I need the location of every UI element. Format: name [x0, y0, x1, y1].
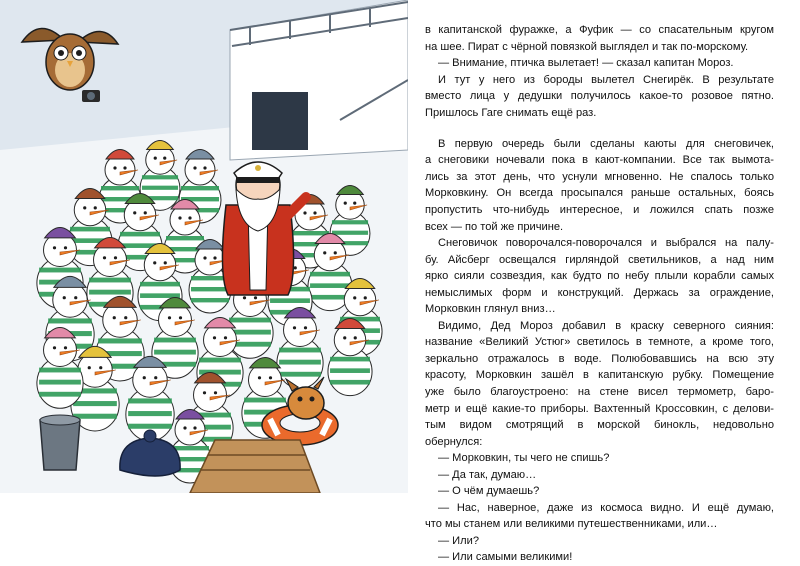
text-line: И тут у него из бороды вылетел Снегирёк. В результате: [438, 73, 774, 86]
text-page: [425, 22, 774, 566]
text-line: — О чём думаешь?: [438, 485, 540, 498]
dialogue-3: [425, 483, 774, 500]
metal-bucket: [40, 415, 80, 470]
dialogue-6: [425, 549, 774, 566]
text-line: Морковкину. Он всегда просыпался раньше остальных, боясь: [425, 187, 774, 200]
paragraph-5: [425, 235, 774, 318]
dialogue-5: [425, 533, 774, 550]
dialogue-4: [425, 500, 774, 533]
text-line: Видимо, Дед Мороз добавил в краску северного сияния:: [438, 319, 774, 332]
snowmen-illustration: [0, 0, 408, 493]
text-line: красоту, Морковкин зашёл в капитанскую рубку. Помещение: [425, 369, 774, 382]
text-line: немыслимых форм и конструкций. Держась за ограждение,: [425, 286, 774, 299]
text-line: — Морковкин, ты чего не спишь?: [438, 452, 610, 465]
paragraph-4: [425, 136, 774, 235]
text-line: зеркально отражалось в воде. Полюбовавшись на всю эту: [425, 352, 774, 365]
text-line: В первую очередь были сделаны каюты для снеговичек,: [438, 137, 774, 150]
paragraph-3: [425, 72, 774, 122]
text-line: бу. Айсберг освещался гирляндой светильников, а над ним: [425, 253, 774, 266]
text-line: а снеговики ночевали пока в кают-компании. Все так вымота-: [425, 154, 774, 167]
text-line: — Внимание, птичка вылетает! — сказал капитан Мороз.: [438, 57, 734, 70]
text-line: уже было благоустроено: на стене висел термометр, баро-: [425, 385, 774, 398]
text-line: Морковкин глянул вниз…: [425, 303, 556, 316]
text-line: всех — по той же причине.: [425, 220, 564, 233]
text-line: — Да так, думаю…: [438, 468, 537, 481]
illustration: [0, 0, 408, 493]
text-line: Пришлось Гаге снимать ещё раз.: [425, 106, 597, 119]
text-line: Снеговичок поворочался-поворочался и выбрался на палу-: [438, 237, 774, 250]
paragraph-2: [425, 55, 774, 72]
text-line: название «Великий Устюг» светилось в темноте, а кроме того,: [425, 336, 774, 349]
ship-door: [252, 92, 308, 150]
text-line: ярко сияли созвездия, как будто по небу плыли корабли самых: [425, 270, 774, 283]
text-line: тым видом смотрящий в морской бинокль, недовольно: [425, 419, 774, 432]
text-line: обернулся:: [425, 435, 483, 448]
text-line: на шее. Пират с чёрной повязкой выглядел и так по-морскому.: [425, 40, 749, 53]
text-line: пропустить что-нибудь интересное, и ложился спать позже: [425, 203, 774, 216]
text-line: — Или самыми великими!: [438, 551, 573, 564]
text-line: вместо лица у дедушки получилось какое-то розовое пятно.: [425, 90, 774, 103]
text-line: в капитанской фуражке, а Фуфик — со спасательным кругом: [425, 24, 774, 36]
text-line: метр и ещё какие-то приборы. Вахтенный Кроссовкин, с делови-: [425, 402, 774, 415]
paragraph-1: [425, 22, 774, 55]
text-line: лись за этот день, что уснули мгновенно. Не спалось только: [425, 170, 774, 183]
text-line: — Нас, наверное, даже из космоса видно. И ещё думаю,: [438, 501, 774, 514]
paragraph-6: [425, 318, 774, 450]
text-line: что мы станем или великими путешественниками, или…: [425, 518, 718, 531]
dialogue-2: [425, 467, 774, 484]
dialogue-1: [425, 450, 774, 467]
text-line: — Или?: [438, 534, 479, 547]
